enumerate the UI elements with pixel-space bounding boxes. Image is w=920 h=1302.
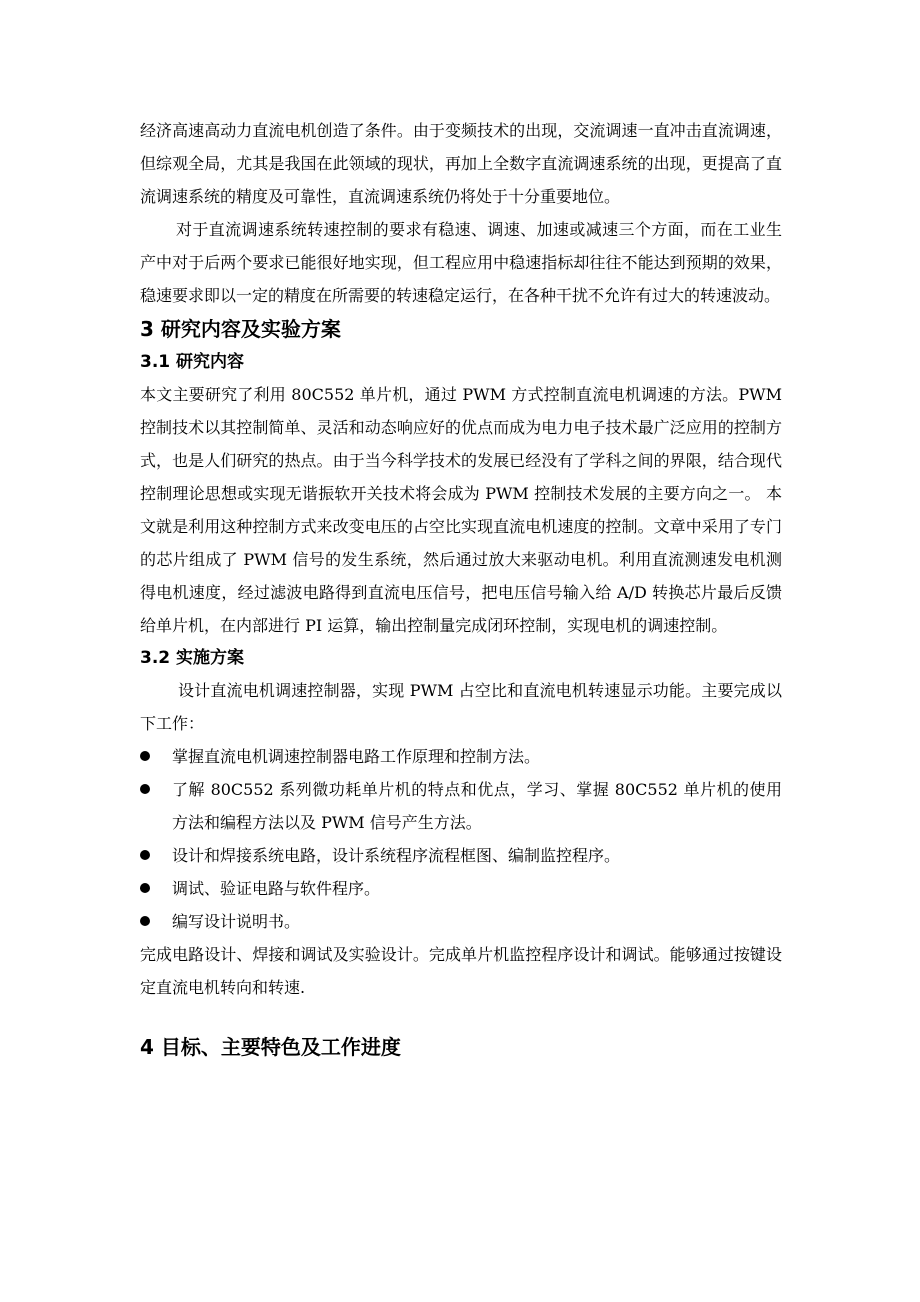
section-3-2-intro: 设计直流电机调速控制器，实现 PWM 占空比和直流电机转速显示功能。主要完成以下工作： xyxy=(140,681,782,733)
section-4-heading: 4 目标、主要特色及工作进度 xyxy=(140,1035,401,1059)
list-item xyxy=(140,872,782,905)
section-spacer xyxy=(140,1004,782,1030)
list-item-text: 调试、验证电路与软件程序。 xyxy=(172,879,381,898)
task-list xyxy=(140,740,782,938)
paragraph-speed-requirements: 对于直流调速系统转速控制的要求有稳速、调速、加速或减速三个方面，而在工业生产中对于后两个要求已能很好地实现，但工程应用中稳速指标却往往不能达到预期的效果，稳速要求即以一定的精度在所需要的转速稳定运行，在各种干扰不允许有过大的转速波动。 xyxy=(140,220,782,305)
section-3-1-heading: 3.1 研究内容 xyxy=(140,352,245,372)
list-item-text: 掌握直流电机调速控制器电路工作原理和控制方法。 xyxy=(172,747,541,766)
list-item-text: 设计和焊接系统电路，设计系统程序流程框图、编制监控程序。 xyxy=(172,846,621,865)
list-item xyxy=(140,839,782,872)
list-item xyxy=(140,905,782,938)
bullet-icon xyxy=(140,916,150,926)
section-3-heading: 3 研究内容及实验方案 xyxy=(140,317,341,341)
list-item xyxy=(140,740,782,773)
section-3-1-body: 本文主要研究了利用 80C552 单片机，通过 PWM 方式控制直流电机调速的方法。PWM 控制技术以其控制简单、灵活和动态响应好的优点而成为电力电子技术最广泛应用的控制方式，也是人们研究的热点。由于当今科学技术的发展已经没有了学科之间的界限，结合现代控制理论思想或实现无谐振软开关技术将会成为 PWM 控制技术发展的主要方向之一。 本文就是利用这种控制方式来改变电压的占空比实现直流电机速度的控制。文章中采用了专门的芯片组成了 PWM 信号的发生系统，然后通过放大来驱动电机。利用直流测速发电机测得电机速度，经过滤波电路得到直流电压信号，把电压信号输入给 A/D 转换芯片最后反馈给单片机，在内部进行 PI 运算，输出控制量完成闭环控制，实现电机的调速控制。 xyxy=(140,385,782,635)
section-3-2-heading: 3.2 实施方案 xyxy=(140,648,245,668)
list-item xyxy=(140,773,782,839)
paragraph-intro-continuation: 经济高速高动力直流电机创造了条件。由于变频技术的出现，交流调速一直冲击直流调速，但综观全局，尤其是我国在此领域的现状，再加上全数字直流调速系统的出现，更提高了直流调速系统的精度及可靠性，直流调速系统仍将处于十分重要地位。 xyxy=(140,121,782,206)
list-item-text: 了解 80C552 系列微功耗单片机的特点和优点，学习、掌握 80C552 单片机的使用方法和编程方法以及 PWM 信号产生方法。 xyxy=(172,780,782,832)
bullet-icon xyxy=(140,850,150,860)
bullet-icon xyxy=(140,784,150,794)
bullet-icon xyxy=(140,751,150,761)
section-3-2-summary: 完成电路设计、焊接和调试及实验设计。完成单片机监控程序设计和调试。能够通过按键设定直流电机转向和转速. xyxy=(140,945,782,997)
bullet-icon xyxy=(140,883,150,893)
document-body xyxy=(140,114,782,1064)
list-item-text: 编写设计说明书。 xyxy=(172,912,301,931)
